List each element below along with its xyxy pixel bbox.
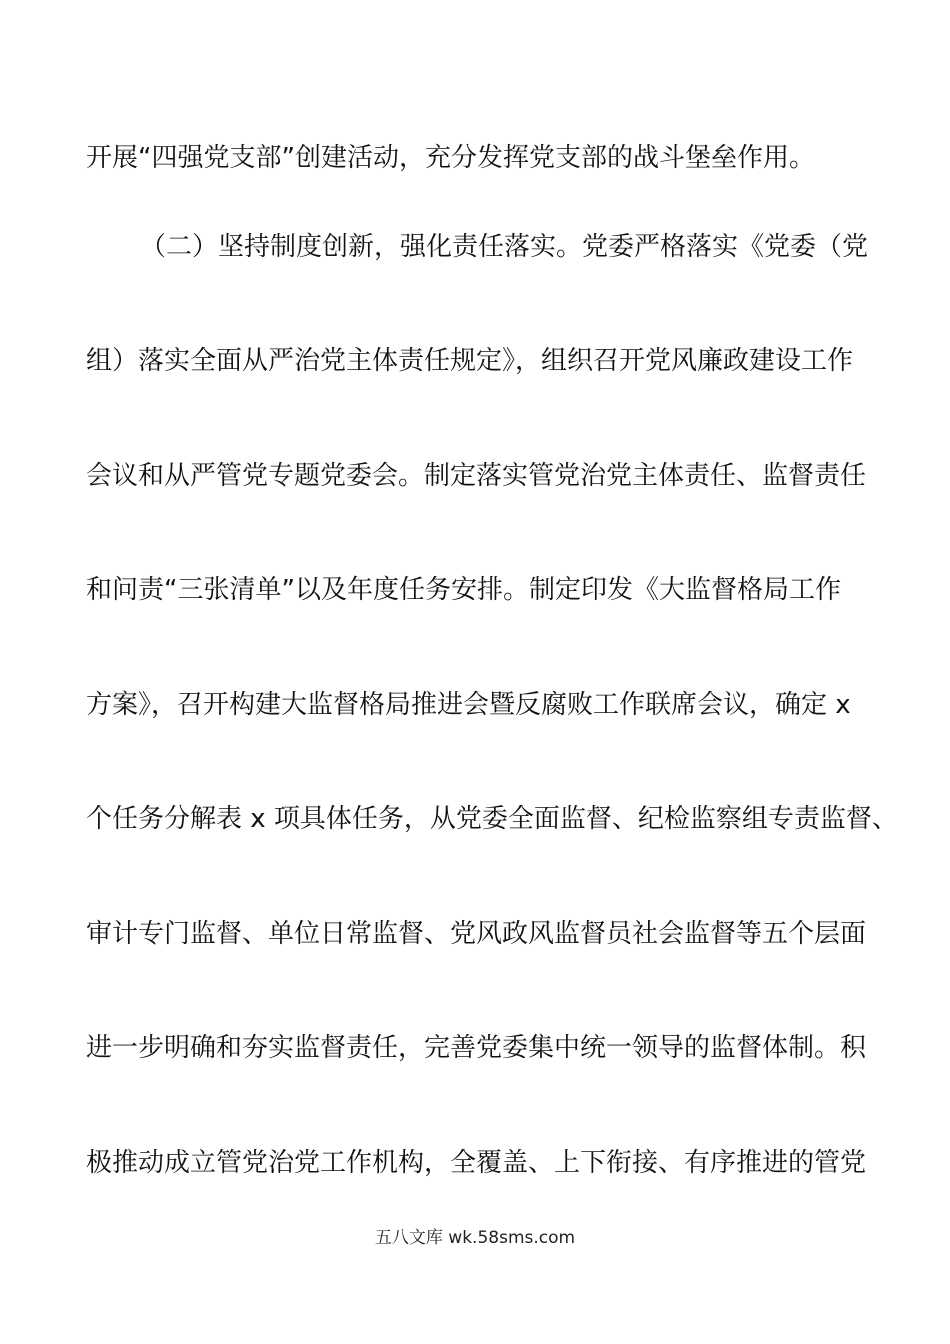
paragraph-line-7: 个任务分解表 x 项具体任务，从党委全面监督、纪检监察组专责监督、 <box>86 804 898 834</box>
paragraph-line-5: 和问责“三张清单”以及年度任务安排。制定印发《大监督格局工作 <box>86 575 841 605</box>
paragraph-line-9: 进一步明确和夯实监督责任，完善党委集中统一领导的监督体制。积 <box>86 1033 867 1063</box>
paragraph-line-10: 极推动成立管党治党工作机构，全覆盖、上下衔接、有序推进的管党 <box>86 1148 867 1178</box>
paragraph-line-6: 方案》，召开构建大监督格局推进会暨反腐败工作联席会议，确定 x <box>86 690 851 720</box>
paragraph-line-8: 审计专门监督、单位日常监督、党风政风监督员社会监督等五个层面 <box>86 919 867 949</box>
paragraph-line-3: 组）落实全面从严治党主体责任规定》，组织召开党风廉政建设工作 <box>86 346 854 376</box>
paragraph-line-4: 会议和从严管党专题党委会。制定落实管党治党主体责任、监督责任 <box>86 461 867 491</box>
footer-watermark-text: 五八文库 wk.58sms.com <box>374 1228 576 1248</box>
paragraph-line-2: （二）坚持制度创新，强化责任落实。党委严格落实《党委（党 <box>140 232 869 262</box>
paragraph-line-1: 开展“四强党支部”创建活动，充分发挥党支部的战斗堡垒作用。 <box>86 143 815 173</box>
